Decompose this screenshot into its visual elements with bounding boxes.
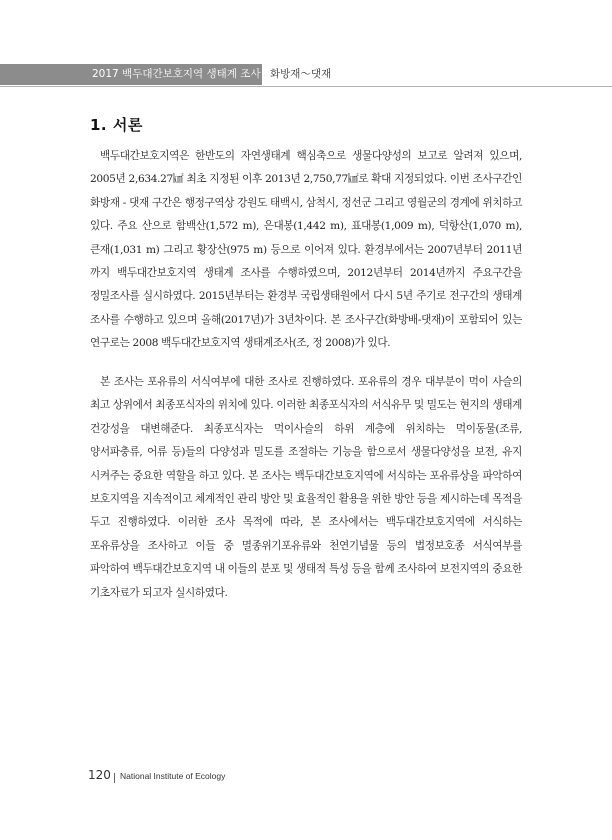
page-number: 120 [88, 768, 111, 782]
footer-organization: National Institute of Ecology [120, 771, 226, 781]
section-title: 1. 서론 [90, 116, 143, 134]
paragraph-introduction: 백두대간보호지역은 한반도의 자연생태계 핵심축으로 생물다양성의 보고로 알려져 있으며, 2005년 2,634.27㎢ 최초 지정된 이후 2013년 2,750,77㎢로 확대 지정되었다. 이번 조사구간인 화방재 - 댓재 구간은 행정구역상 강원도 태백시, 삼척시, 정선군 그리고 영월군의 경계에 위치하고 있다. 주요 산으로 함백산(1,572 m), 은대봉(1,442 m), 표대봉(1,009 m), 덕항산(1,070 m), 큰재(1,031 m) 그리고 황장산(975 m) 등으로 이어져 있다. 환경부에서는 2007년부터 2011년 까지 백두대간보호지역 생태계 조사를 수행하였으며, 2012년부터 2014년까지 주요구간을 정밀조사를 실시하였다. 2015년부터는 환경부 국립생태원에서 다시 5년 주기로 전구간의 생태계 조사를 수행하고 있으며 올해(2017년)가 3년차이다. 본 조사구간(화방배-댓재)이 포함되어 있는 연구로는 2008 백두대간보호지역 생태계조사(조, 정 2008)가 있다. [90, 150, 522, 350]
footer-divider [114, 773, 115, 783]
running-header-section: 화방재～댓재 [270, 68, 332, 80]
paragraph-survey-purpose: 본 조사는 포유류의 서식여부에 대한 조사로 진행하였다. 포유류의 경우 대부분이 먹이 사슬의 최고 상위에서 최종포식자의 위치에 있다. 이러한 최종포식자의 서식유무 및 밀도는 현지의 생태계 건강성을 대변해준다. 최종포식자는 먹이사슬의 하위 계층에 위치하는 먹이동물(조류, 양서파충류, 어류 등)들의 다양성과 밀도를 조절하는 기능을 함으로서 생물다양성을 보전, 유지 시켜주는 중요한 역할을 하고 있다. 본 조사는 백두대간보호지역에 서식하는 포유류상을 파악하여 보호지역을 지속적이고 체계적인 관리 방안 및 효율적인 활용을 위한 방안 등을 제시하는데 목적을 두고 진행하였다. 이러한 조사 목적에 따라, 본 조사에서는 백두대간보호지역에 서식하는 포유류상을 조사하고 이들 중 멸종위기포유류와 천연기념물 등의 법정보호종 서식여부를 파악하여 백두대간보호지역 내 이들의 분포 및 생태적 특성 등을 함께 조사하여 보전지역의 중요한 기초자료가 되고자 실시하였다. [90, 376, 522, 599]
running-header-series: 2017 백두대간보호지역 생태계 조사 [92, 68, 261, 80]
header-divider [0, 86, 612, 87]
